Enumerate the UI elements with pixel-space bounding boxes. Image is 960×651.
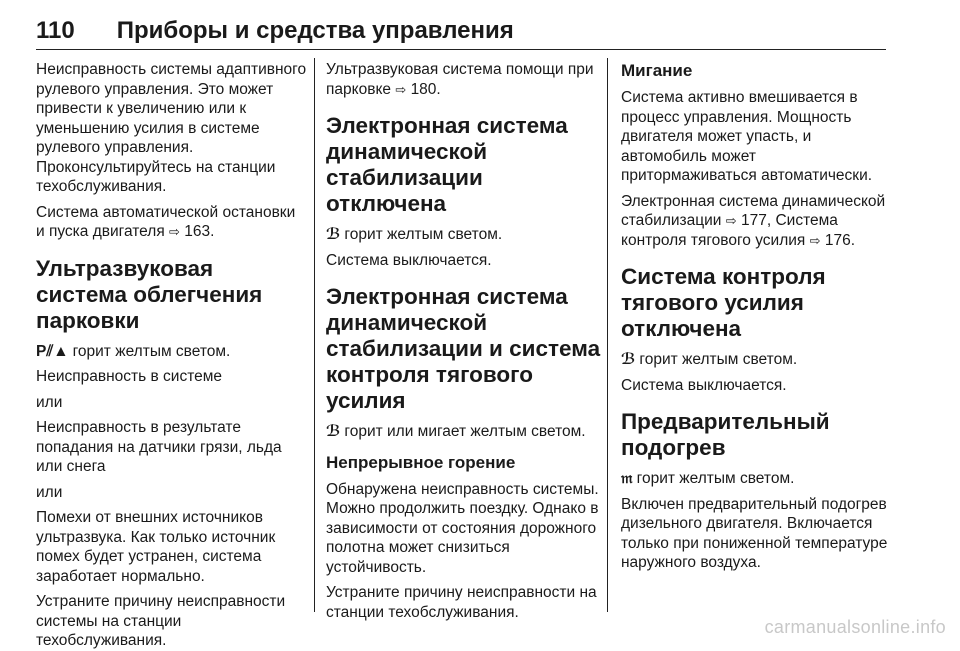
- paragraph: Ультразвуковая система помощи при парковке ⇨ 180.: [326, 61, 594, 98]
- esp-off-icon: ℬ: [326, 226, 341, 243]
- column-divider: [314, 58, 315, 612]
- page-header: [36, 14, 886, 50]
- cross-ref-arrow-icon: ⇨: [809, 232, 821, 248]
- cross-ref-arrow-icon: ⇨: [169, 224, 180, 239]
- paragraph: Система выключается.: [621, 376, 787, 394]
- paragraph: Неисправность в системе: [36, 368, 223, 385]
- section-heading: Ультразвуковая система облегчения парковки: [36, 255, 263, 333]
- paragraph: Включен предварительный подогрев дизельного двигателя. Включается только при пониженной температуре наружного воздуха.: [621, 495, 888, 571]
- section-heading: Электронная система динамической стабилизации и система контроля тягового усилия: [326, 284, 601, 413]
- cross-ref-arrow-icon: ⇨: [725, 213, 737, 228]
- cross-ref-link[interactable]: 180.: [410, 80, 441, 98]
- glow-plug-icon: 𝔪: [621, 470, 633, 487]
- page-title: Приборы и средства управления: [116, 17, 514, 44]
- paragraph: Устраните причину неисправности на станции техобслуживания.: [326, 584, 597, 621]
- column-divider: [607, 58, 608, 612]
- column-3: [621, 60, 889, 612]
- paragraph: Система автоматической остановки и пуска двигателя ⇨ 163.: [36, 203, 296, 240]
- cross-ref-arrow-icon: ⇨: [395, 81, 407, 97]
- paragraph: Неисправность системы адаптивного рулевого управления. Это может привести к увеличению или к уменьшению усилия в системе рулевого управления. Проконсультируйтесь на станции техобслуживания.: [36, 61, 307, 195]
- paragraph: или: [36, 393, 63, 411]
- paragraph: P⫽▲ горит желтым светом.: [36, 342, 231, 360]
- paragraph: 𝔪 горит желтым светом.: [621, 470, 795, 487]
- subsection-heading: Мигание: [621, 61, 693, 80]
- paragraph: или: [36, 483, 63, 501]
- paragraph: Электронная система динамической стабилизации ⇨ 177, Система контроля тягового усилия ⇨ 176.: [621, 192, 886, 249]
- paragraph: Помехи от внешних источников ультразвука. Как только источник помех будет устранен, система заработает нормально.: [36, 509, 276, 585]
- cross-ref-link[interactable]: 176.: [824, 231, 856, 249]
- paragraph: Система активно вмешивается в процесс управления. Мощность двигателя может упасть, и автомобиль может притормаживаться автоматически.: [621, 89, 873, 184]
- parking-assist-icon: P⫽▲: [36, 342, 69, 360]
- subsection-heading: Непрерывное горение: [326, 452, 516, 472]
- column-1: [36, 60, 308, 649]
- traction-control-off-icon: ℬ: [621, 351, 636, 368]
- paragraph: ℬ горит желтым светом.: [621, 351, 798, 368]
- column-2: [326, 60, 602, 621]
- section-heading: Предварительный подогрев: [621, 409, 830, 460]
- esp-warning-icon: ℬ: [326, 423, 341, 440]
- paragraph: ℬ горит желтым светом.: [326, 226, 503, 243]
- section-heading: Система контроля тягового усилия отключена: [621, 264, 826, 341]
- section-heading: Электронная система динамической стабилизации отключена: [326, 113, 568, 216]
- page-number: 110: [36, 17, 75, 44]
- paragraph: Система выключается.: [326, 251, 492, 269]
- paragraph: ℬ горит или мигает желтым светом.: [326, 423, 586, 440]
- cross-ref-link[interactable]: 163.: [184, 223, 215, 240]
- cross-ref-link[interactable]: 177, Система контроля тягового усилия: [621, 212, 838, 249]
- watermark: carmanualsonline.info: [764, 617, 946, 637]
- paragraph: Обнаружена неисправность системы. Можно продолжить поездку. Однако в зависимости от состояния дорожного полотна может снизиться устойчивость.: [326, 480, 599, 576]
- paragraph: Устраните причину неисправности системы на станции техобслуживания.: [36, 593, 286, 649]
- paragraph: Неисправность в результате попадания на датчики грязи, льда или снега: [36, 419, 282, 475]
